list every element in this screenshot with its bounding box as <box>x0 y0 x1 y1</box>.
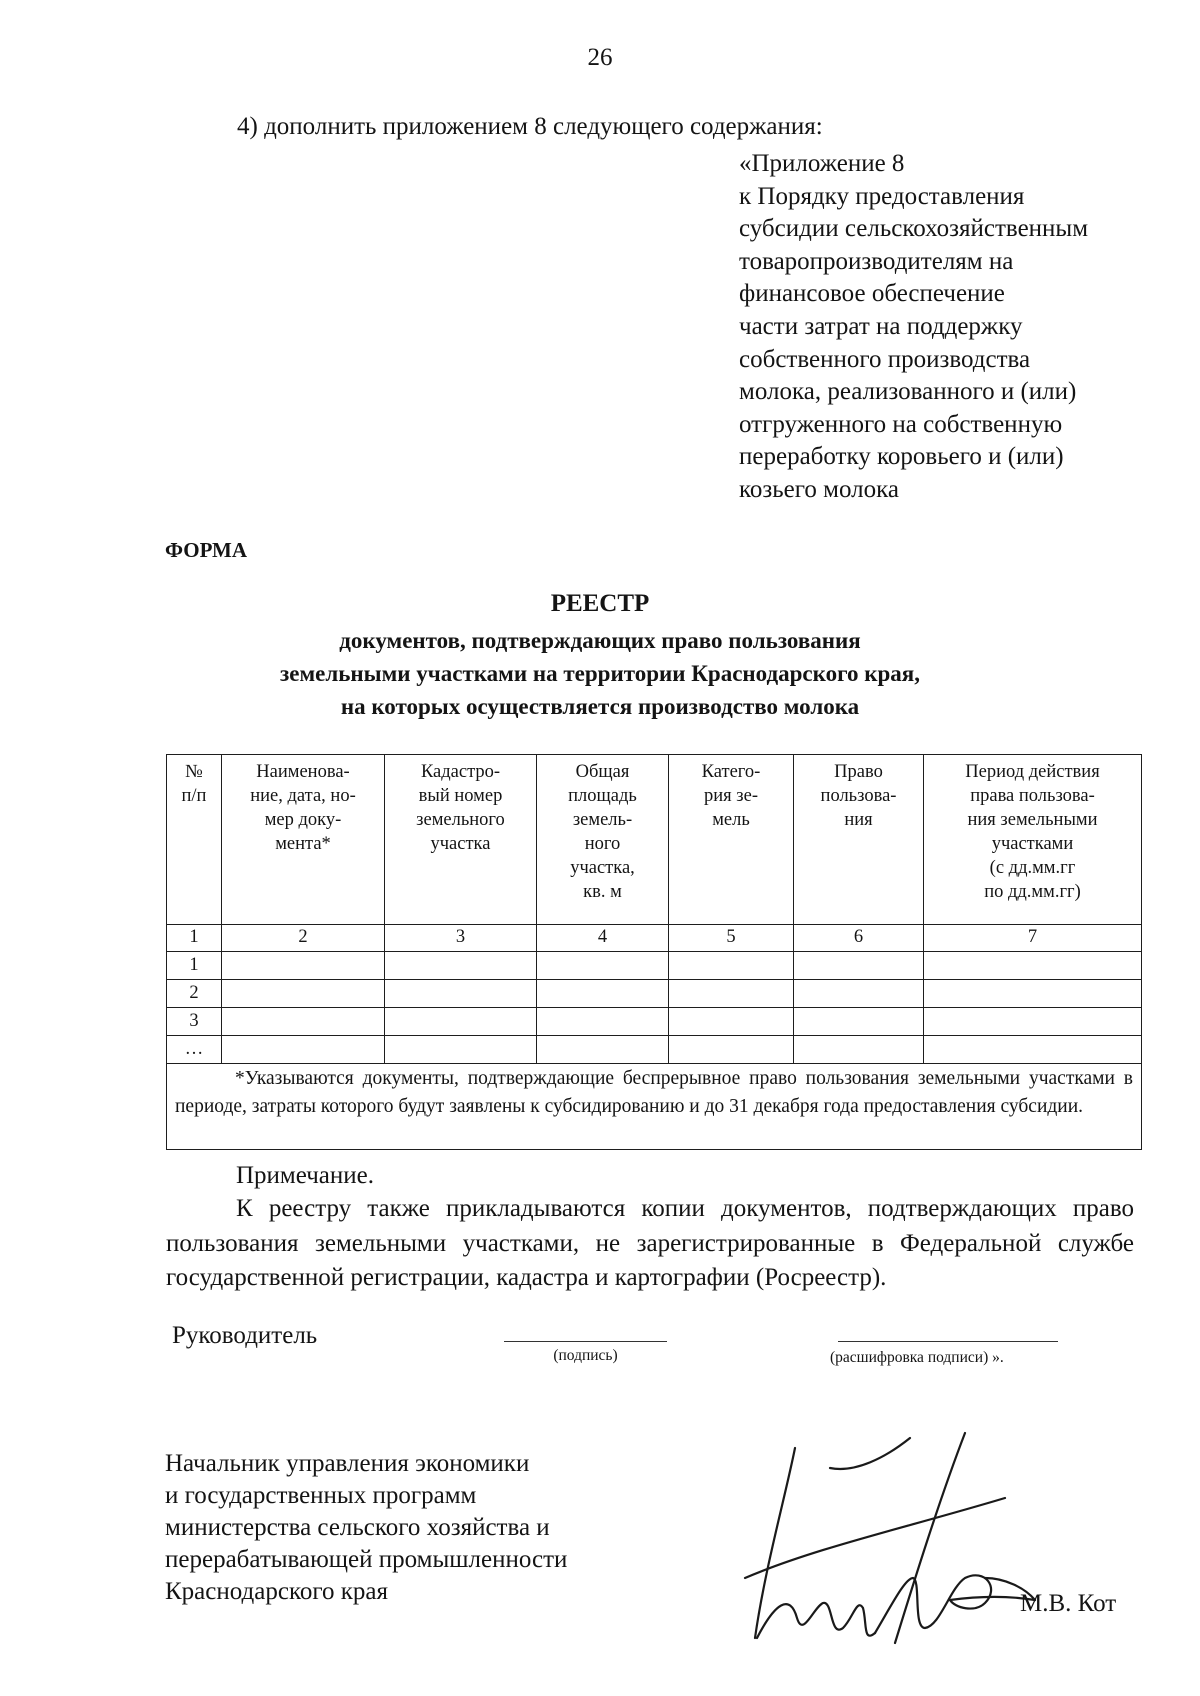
header-row <box>167 755 1142 925</box>
official-line: и государственных программ <box>165 1482 477 1509</box>
header-text: мель <box>712 810 750 830</box>
header-cell-number <box>167 755 222 925</box>
header-text: Кадастро- <box>420 762 501 782</box>
note-paragraph <box>166 1192 1134 1296</box>
header-text: ние, дата, но- <box>250 786 356 806</box>
official-title <box>165 1448 567 1608</box>
header-text: Общая <box>575 762 630 782</box>
title-line: на которых осуществляется производство молока <box>340 694 860 719</box>
table-row <box>167 980 1142 1008</box>
official-line: перерабатывающей промышленности <box>165 1546 568 1573</box>
table-cell <box>669 980 794 1008</box>
header-text: площадь <box>568 786 637 806</box>
header-cell-cadastral <box>385 755 537 925</box>
table-cell <box>794 980 924 1008</box>
table-cell <box>794 952 924 980</box>
header-text: пользова- <box>820 786 897 806</box>
header-text: по дд.мм.гг) <box>984 882 1081 902</box>
header-text: вый номер <box>418 786 503 806</box>
header-text: земель- <box>572 810 633 830</box>
header-text: ния <box>844 810 873 830</box>
appendix-line: собственного производства <box>739 345 1031 373</box>
header-text: ния земельными <box>967 810 1098 830</box>
table-cell <box>537 952 669 980</box>
note-text: К реестру также прикладываются копии документов, подтверждающих право пользования земельными участками, не зарегистрированные в Федеральной службе государственной регистрации, кадастра и картографии (Росреестр). <box>166 1195 1134 1291</box>
official-name: М.В. Кот <box>1020 1590 1117 1617</box>
decoding-line <box>838 1341 1058 1342</box>
table-cell <box>537 980 669 1008</box>
page-number: 26 <box>587 44 613 71</box>
table-footnote <box>167 1064 1142 1150</box>
row-number: 3 <box>167 1008 222 1036</box>
table-cell <box>794 1036 924 1064</box>
table-cell <box>385 1036 537 1064</box>
form-label: ФОРМА <box>165 538 248 562</box>
table-cell <box>222 980 385 1008</box>
row-number: 1 <box>167 952 222 980</box>
document-title <box>0 588 1200 723</box>
decoding-caption: (расшифровка подписи) ». <box>830 1349 1004 1366</box>
appendix-line: к Порядку предоставления <box>739 182 1025 210</box>
row-number: 2 <box>167 980 222 1008</box>
registry-table <box>166 754 1142 1150</box>
appendix-line: субсидии сельскохозяйственным <box>739 215 1089 243</box>
table-row <box>167 1036 1142 1064</box>
appendix-line: переработку коровьего и (или) <box>739 443 1064 471</box>
column-number: 6 <box>794 925 924 952</box>
header-text: ного <box>584 834 621 854</box>
signature-line <box>504 1341 667 1342</box>
official-line: Начальник управления экономики <box>165 1450 530 1477</box>
signature-role: Руководитель <box>172 1322 318 1349</box>
header-text: рия зе- <box>704 786 758 806</box>
table-cell <box>385 952 537 980</box>
appendix-line: отгруженного на собственную <box>739 410 1063 438</box>
column-number-row <box>167 925 1142 952</box>
table-cell <box>222 952 385 980</box>
appendix-line: товаропроизводителям на <box>739 247 1014 275</box>
header-cell-document <box>222 755 385 925</box>
header-text: Катего- <box>701 762 761 782</box>
appendix-line: козьего молока <box>739 475 899 503</box>
table-cell <box>924 1036 1142 1064</box>
column-number: 3 <box>385 925 537 952</box>
official-line: министерства сельского хозяйства и <box>165 1514 550 1541</box>
footnote-row <box>167 1064 1142 1150</box>
appendix-line: «Приложение 8 <box>739 150 905 177</box>
title-line: земельными участками на территории Краснодарского края, <box>280 661 920 686</box>
column-number: 5 <box>669 925 794 952</box>
table-cell <box>794 1008 924 1036</box>
header-cell-category <box>669 755 794 925</box>
intro-paragraph: 4) дополнить приложением 8 следующего содержания: <box>237 113 823 140</box>
row-number: … <box>167 1036 222 1064</box>
header-text: п/п <box>181 786 207 806</box>
handwritten-signature <box>735 1428 1095 1678</box>
header-text: (с дд.мм.гг <box>989 858 1076 878</box>
header-text: участками <box>991 834 1074 854</box>
column-number: 2 <box>222 925 385 952</box>
header-text: № <box>185 762 203 782</box>
title-main: РЕЕСТР <box>550 590 650 617</box>
table-cell <box>669 1036 794 1064</box>
table-row <box>167 952 1142 980</box>
signature-caption: (подпись) <box>553 1347 618 1364</box>
header-text: Период действия <box>965 762 1100 782</box>
header-text: мента* <box>275 834 331 854</box>
appendix-line: молока, реализованного и (или) <box>739 378 1077 406</box>
table-cell <box>924 980 1142 1008</box>
table-row <box>167 1008 1142 1036</box>
title-line: документов, подтверждающих право пользования <box>339 628 861 653</box>
appendix-header <box>739 148 1088 507</box>
table-cell <box>537 1008 669 1036</box>
table-cell <box>222 1036 385 1064</box>
header-text: Наименова- <box>256 762 350 782</box>
column-number: 4 <box>537 925 669 952</box>
header-cell-area <box>537 755 669 925</box>
header-text: участка, <box>570 858 635 878</box>
appendix-line: финансовое обеспечение <box>739 280 1005 308</box>
appendix-line: части затрат на поддержку <box>739 312 1023 340</box>
table-cell <box>222 1008 385 1036</box>
table-cell <box>924 1008 1142 1036</box>
table-cell <box>385 980 537 1008</box>
table-cell <box>924 952 1142 980</box>
note-title: Примечание. <box>236 1162 375 1189</box>
header-text: участка <box>430 834 491 854</box>
table-cell <box>669 1008 794 1036</box>
header-text: земельного <box>416 810 505 830</box>
header-text: Право <box>834 762 883 782</box>
column-number: 1 <box>167 925 222 952</box>
table-cell <box>669 952 794 980</box>
header-cell-period <box>924 755 1142 925</box>
official-line: Краснодарского края <box>165 1578 388 1605</box>
header-cell-right <box>794 755 924 925</box>
table-cell <box>385 1008 537 1036</box>
header-text: права пользова- <box>970 786 1095 806</box>
column-number: 7 <box>924 925 1142 952</box>
table-cell <box>537 1036 669 1064</box>
header-text: мер доку- <box>264 810 342 830</box>
footnote-text: *Указываются документы, подтверждающие беспрерывное право пользования земельными участками в периоде, затраты которого будут заявлены к субсидированию и до 31 декабря года предоставления субсидии. <box>175 1068 1133 1117</box>
header-text: кв. м <box>583 882 622 902</box>
